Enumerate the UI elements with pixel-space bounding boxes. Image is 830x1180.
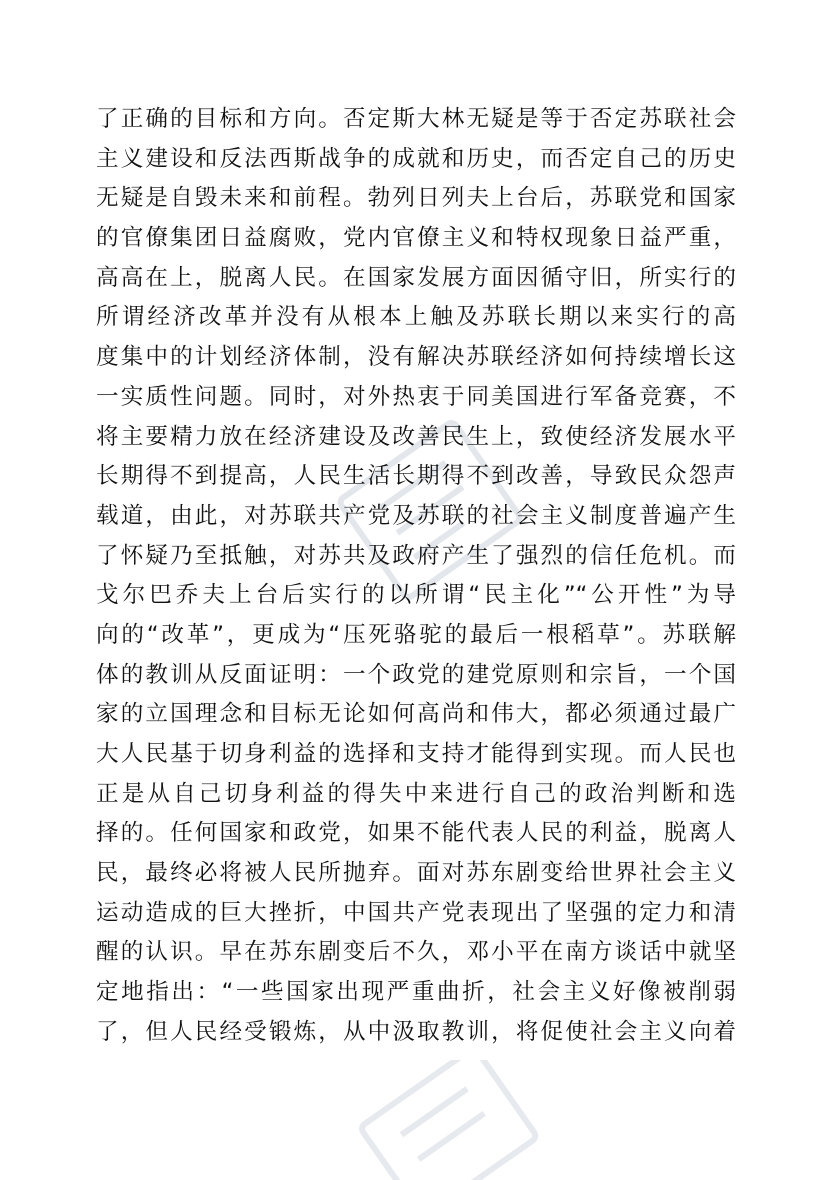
text-line: 的官僚集团日益腐败，党内官僚主义和特权现象日益严重， [96,225,736,252]
text-line: 醒的认识。早在苏东剧变后不久，邓小平在南方谈话中就坚 [96,939,736,966]
text-line: 家的立国理念和目标无论如何高尚和伟大，都必须通过最广 [96,701,736,728]
text-line: 高高在上，脱离人民。在国家发展方面因循守旧，所实行的 [96,264,736,291]
text-line: 所谓经济改革并没有从根本上触及苏联长期以来实行的高 [96,304,736,331]
text-line: 定地指出：“一些国家出现严重曲折，社会主义好像被削弱 [96,979,736,1006]
watermark-stamp-bottom-icon [330,1060,550,1180]
text-line: 体的教训从反面证明：一个政党的建党原则和宗旨，一个国 [96,661,736,688]
body-text [96,100,736,1053]
text-line: 大人民基于切身利益的选择和支持才能得到实现。而人民也 [96,741,736,767]
text-line: 载道，由此，对苏联共产党及苏联的社会主义制度普遍产生 [96,502,736,529]
text-line: 一实质性问题。同时，对外热衷于同美国进行军备竞赛，不 [96,383,736,410]
text-line: 民，最终必将被人民所抛弃。面对苏东剧变给世界社会主义 [96,860,736,887]
text-line: 主义建设和反法西斯战争的成就和历史，而否定自己的历史 [96,145,736,172]
text-line: 长期得不到提高，人民生活长期得不到改善，导致民众怨声 [96,463,736,490]
text-line: 择的。任何国家和政党，如果不能代表人民的利益，脱离人 [96,820,736,847]
text-line: 戈尔巴乔夫上台后实行的以所谓“民主化”“公开性”为导 [96,582,736,609]
text-line: 运动造成的巨大挫折，中国共产党表现出了坚强的定力和清 [96,899,736,926]
text-line: 向的“改革”，更成为“压死骆驼的最后一根稻草”。苏联解 [96,621,736,648]
text-line: 度集中的计划经济体制，没有解决苏联经济如何持续增长这 [96,344,736,371]
text-line: 将主要精力放在经济建设及改善民生上，致使经济发展水平 [96,423,736,450]
text-line: 了正确的目标和方向。否定斯大林无疑是等于否定苏联社会 [96,106,736,132]
text-line: 了怀疑乃至抵触，对苏共及政府产生了强烈的信任危机。而 [96,542,736,569]
text-line: 无疑是自毁未来和前程。勃列日列夫上台后，苏联党和国家 [96,185,736,212]
text-line: 正是从自己切身利益的得失中来进行自己的政治判断和选 [96,780,736,807]
text-line: 了，但人民经受锻炼，从中汲取教训，将促使社会主义向着 [96,1018,736,1045]
